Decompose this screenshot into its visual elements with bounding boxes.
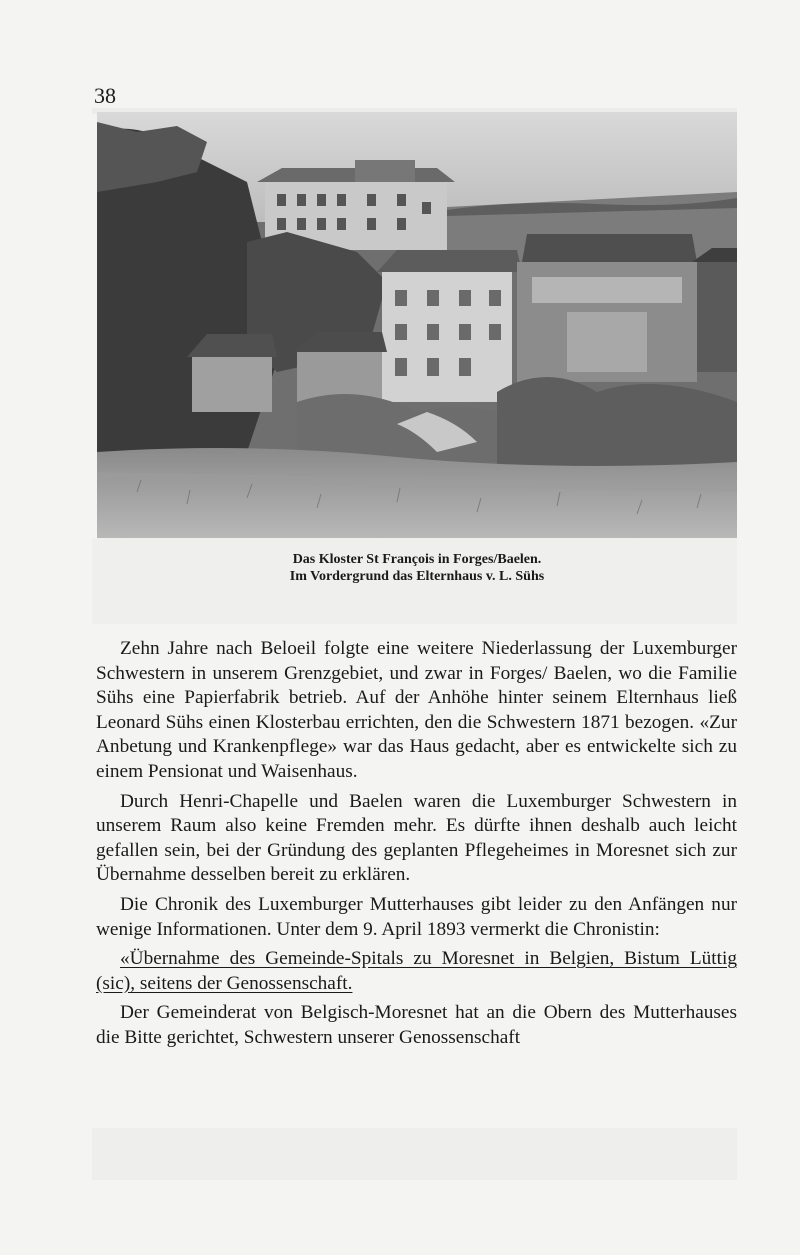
paragraph-2: Durch Henri-Chapelle und Baelen waren die Luxemburger Schwestern in unserem Raum also keine Fremden mehr. Es dürfte ihnen deshalb auch leicht gefallen sein, bei der Gründung des geplanten Pflegeheimes in Moresnet sich zur Übernahme desselben bereit zu erklären. [96, 790, 737, 886]
caption-line-1: Das Kloster St François in Forges/Baelen. [292, 552, 542, 567]
paragraph-1: Zehn Jahre nach Beloeil folgte eine weitere Niederlassung der Luxemburger Schwestern in unserem Grenzgebiet, und zwar in Forges/ Baelen, wo die Familie Sühs eine Papierfabrik betrieb. Auf der Anhöhe hinter seinem Elternhaus ließ Leonard Sühs einen Klosterbau errichten, den die Schwestern 1871 bezogen. «Zur Anbetung und Krankenpflege» war das Haus gedacht, aber es entwickelte sich zu einem Pensionat und Waisenhaus. [96, 638, 737, 782]
paragraph-3: Die Chronik des Luxemburger Mutterhauses gibt leider zu den Anfängen nur wenige Informationen. Unter dem 9. April 1893 vermerkt die Chronistin: [96, 893, 737, 940]
paragraph-5: Der Gemeinderat von Belgisch-Moresnet hat an die Obern des Mutterhauses die Bitte gerichtet, Schwestern unserer Genossenschaft [96, 1002, 737, 1048]
photo-caption [97, 551, 737, 585]
page-number: 38 [94, 83, 116, 108]
photo-monastery [97, 112, 737, 538]
monastery-photo-image [97, 112, 737, 538]
paragraph-quote: «Übernahme des Gemeinde-Spitals zu Moresnet in Belgien, Bistum Lüttig (sic), seitens der Genossenschaft. [96, 948, 737, 994]
caption-line-2: Im Vordergrund das Elternhaus v. L. Sühs [289, 569, 545, 584]
show-through-bottom [92, 1128, 737, 1180]
body-text [96, 637, 737, 1056]
